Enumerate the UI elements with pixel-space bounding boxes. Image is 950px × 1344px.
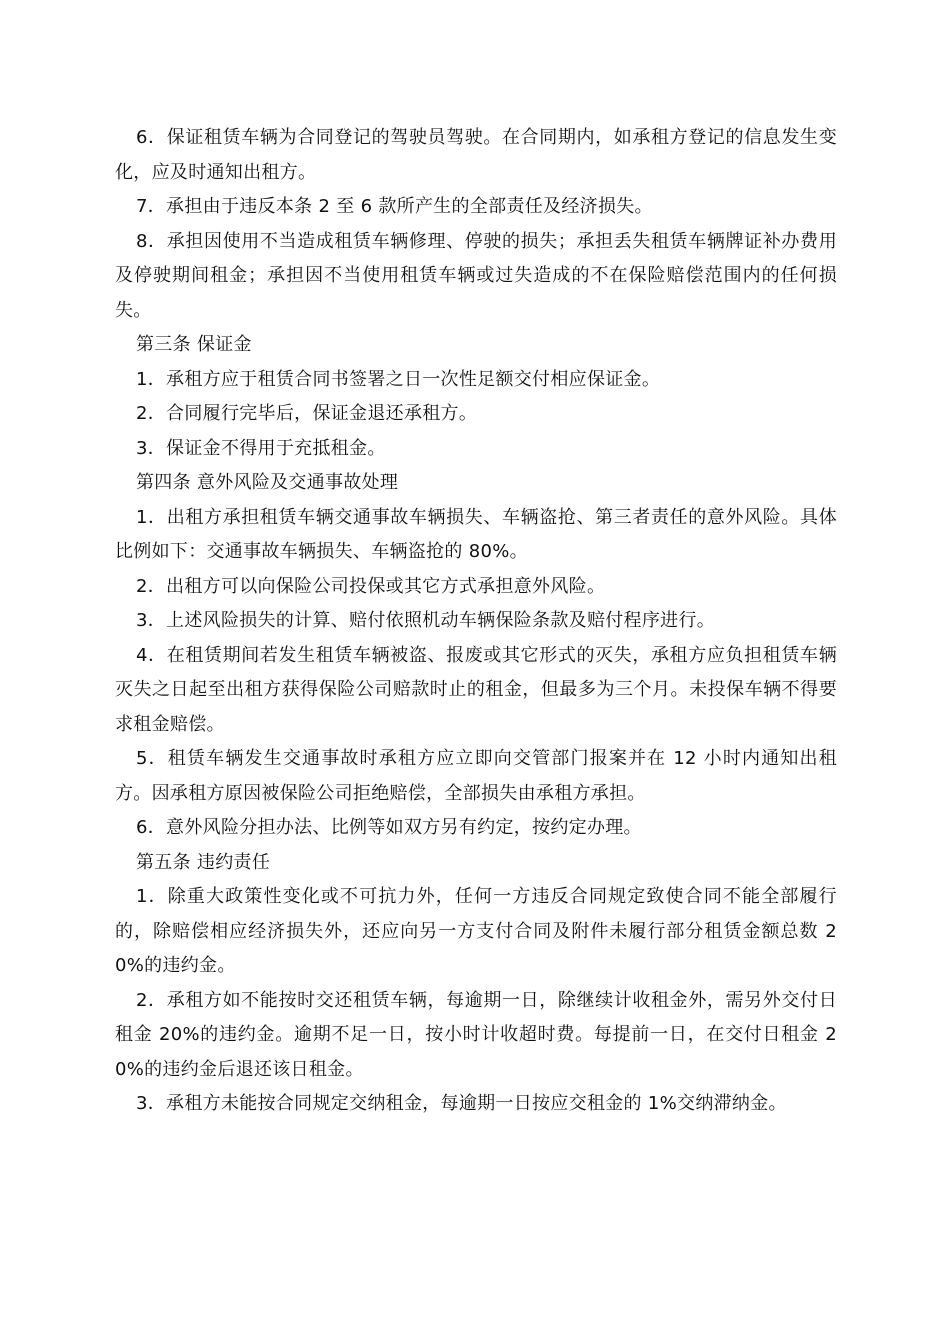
clause-4-item-1: 1．出租方承担租赁车辆交通事故车辆损失、车辆盗抢、第三者责任的意外风险。具体比例如下：交通事故车辆损失、车辆盗抢的 80%。 xyxy=(115,506,837,562)
clause-2-item-8: 8．承担因使用不当造成租赁车辆修理、停驶的损失；承担丢失租赁车辆牌证补办费用及停驶期间租金；承担因不当使用租赁车辆或过失造成的不在保险赔偿范围内的任何损失。 xyxy=(115,230,837,321)
clause-4-item-6: 6．意外风险分担办法、比例等如双方另有约定，按约定办理。 xyxy=(136,817,642,838)
clause-4-item-3: 3．上述风险损失的计算、赔付依照机动车辆保险条款及赔付程序进行。 xyxy=(136,610,716,631)
clause-2-item-7: 7．承担由于违反本条 2 至 6 款所产生的全部责任及经济损失。 xyxy=(136,196,653,217)
clause-3-item-3: 3．保证金不得用于充抵租金。 xyxy=(136,437,386,459)
clause-4-item-4: 4．在租赁期间若发生租赁车辆被盗、报废或其它形式的灭失，承租方应负担租赁车辆灭失之日起至出租方获得保险公司赔款时止的租金，但最多为三个月。未投保车辆不得要求租金赔偿。 xyxy=(115,644,837,735)
clause-2-item-6: 6．保证租赁车辆为合同登记的驾驶员驾驶。在合同期内，如承租方登记的信息发生变化，应及时通知出租方。 xyxy=(115,127,837,183)
clause-3-item-2: 2．合同履行完毕后，保证金退还承租方。 xyxy=(136,403,478,424)
clause-4-item-5: 5．租赁车辆发生交通事故时承租方应立即向交管部门报案并在 12 小时内通知出租方。因承租方原因被保险公司拒绝赔偿，全部损失由承租方承担。 xyxy=(115,748,837,804)
clause-3-item-1: 1．承租方应于租赁合同书签署之日一次性足额交付相应保证金。 xyxy=(136,368,661,390)
clause-5-heading: 第五条 违约责任 xyxy=(136,851,271,873)
clause-4-heading: 第四条 意外风险及交通事故处理 xyxy=(136,472,399,493)
clause-5-item-1: 1．除重大政策性变化或不可抗力外，任何一方违反合同规定致使合同不能全部履行的，除赔偿相应经济损失外，还应向另一方支付合同及附件未履行部分租赁金额总数 20%的违约金。 xyxy=(115,886,837,976)
clause-5-item-3: 3．承租方未能按合同规定交纳租金，每逾期一日按应交租金的 1%交纳滞纳金。 xyxy=(136,1093,787,1114)
clause-5-item-2: 2．承租方如不能按时交还租赁车辆，每逾期一日，除继续计收租金外，需另外交付日租金 20%的违约金。逾期不足一日，按小时计收超时费。每提前一日，在交付日租金 20%的违约金后退还该日租金。 xyxy=(115,989,837,1080)
clause-4-item-2: 2．出租方可以向保险公司投保或其它方式承担意外风险。 xyxy=(136,575,606,597)
document-body xyxy=(115,121,837,1122)
clause-3-heading: 第三条 保证金 xyxy=(136,334,252,355)
